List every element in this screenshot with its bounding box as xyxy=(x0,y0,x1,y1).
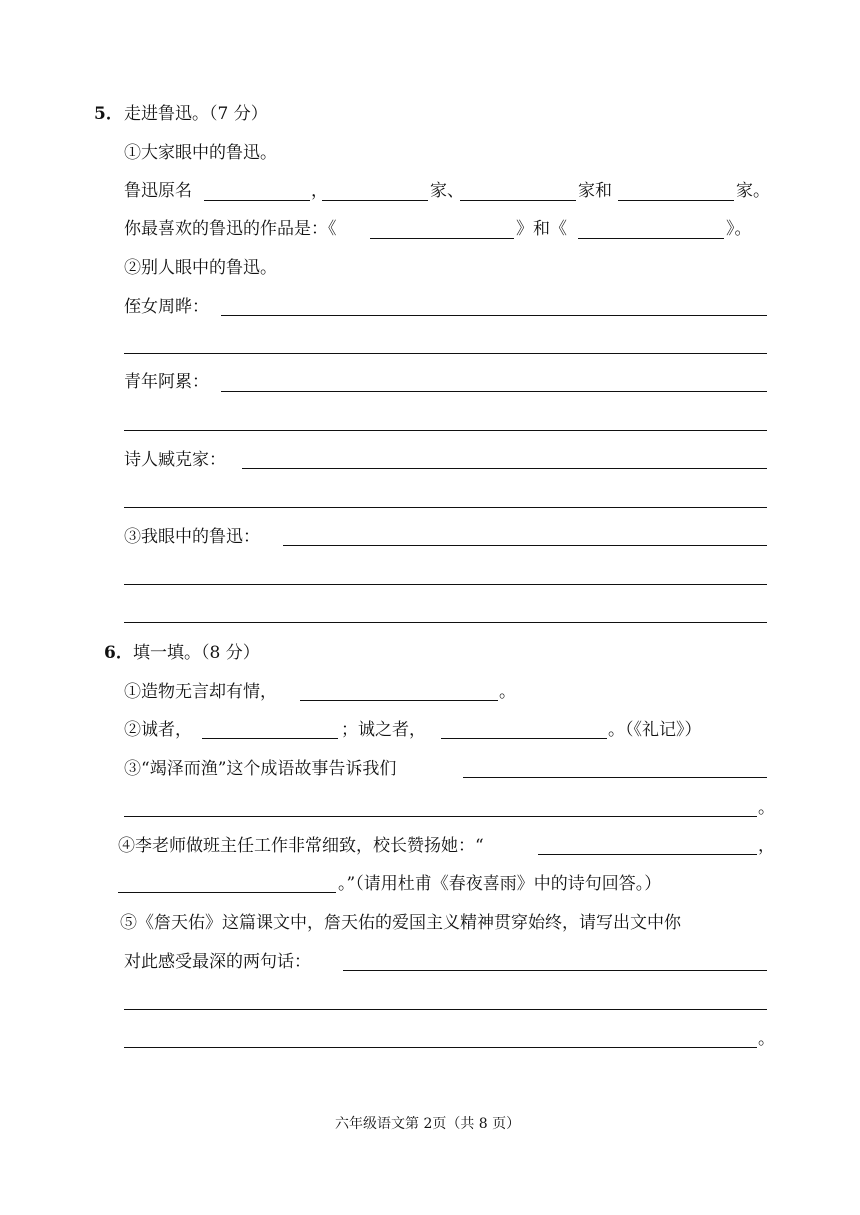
fav-works-prefix: 你最喜欢的鲁迅的作品是：《 xyxy=(124,219,337,239)
blank-item4-1[interactable] xyxy=(538,854,757,855)
item1-end: 。 xyxy=(499,682,516,702)
blank-mine-1[interactable] xyxy=(283,545,767,546)
q6-item5-line1: ⑤《詹天佑》这篇课文中，詹天佑的爱国主义精神贯穿始终，请写出文中你 xyxy=(120,913,681,933)
blank-mine-3[interactable] xyxy=(124,622,767,623)
blank-youth-1[interactable] xyxy=(221,391,767,392)
blank-niece-2[interactable] xyxy=(124,353,767,354)
item5-end: 。 xyxy=(758,1029,775,1049)
comma: ， xyxy=(311,181,328,201)
q6-number: 6． xyxy=(104,643,133,663)
blank-item5-3[interactable] xyxy=(124,1047,757,1048)
blank-item3-2[interactable] xyxy=(124,816,757,817)
q6-title: 填一填。（8 分） xyxy=(133,643,260,663)
q5-number: 5． xyxy=(94,104,123,124)
q6-item2-c: 。（《礼记》） xyxy=(608,720,702,740)
q6-item2-b: ；诚之者， xyxy=(341,720,426,740)
blank-item2-1[interactable] xyxy=(202,738,338,739)
q5-orig-name-label: 鲁迅原名 xyxy=(124,181,192,201)
page-footer: 六年级语文第 2页（共 8 页） xyxy=(335,1116,521,1132)
blank-identity-2[interactable] xyxy=(460,200,576,201)
text-jia-end: 家。 xyxy=(736,181,770,201)
blank-identity-3[interactable] xyxy=(618,200,734,201)
blank-fav-work-1[interactable] xyxy=(370,238,514,239)
blank-poet-1[interactable] xyxy=(242,468,767,469)
item3-end: 。 xyxy=(758,798,775,818)
blank-identity-1[interactable] xyxy=(322,200,428,201)
blank-niece-1[interactable] xyxy=(221,315,767,316)
mine-label: ③我眼中的鲁迅： xyxy=(124,527,260,547)
q6-item2-a: ②诚者， xyxy=(124,720,192,740)
blank-item4-2[interactable] xyxy=(118,892,336,893)
blank-item3-1[interactable] xyxy=(463,777,767,778)
q5-title: 走进鲁迅。（7 分） xyxy=(124,104,268,124)
fav-works-mid: 》和《 xyxy=(516,219,567,239)
fav-works-end: 》。 xyxy=(726,219,752,239)
q6-item4: ④李老师做班主任工作非常细致，校长赞扬她：“ xyxy=(118,836,484,856)
youth-label: 青年阿累： xyxy=(124,372,209,392)
q6-item3: ③“竭泽而渔”这个成语故事告诉我们 xyxy=(124,759,397,779)
item4-comma: ， xyxy=(758,836,775,856)
q5-sub2: ②别人眼中的鲁迅。 xyxy=(124,258,277,278)
q6-item5-line2: 对此感受最深的两句话： xyxy=(124,952,311,972)
item4-line2-end: 。”（请用杜甫《春夜喜雨》中的诗句回答。） xyxy=(338,874,662,894)
blank-youth-2[interactable] xyxy=(124,430,767,431)
q6-item1: ①造物无言却有情， xyxy=(124,682,277,702)
text-jia-dun: 家、 xyxy=(430,181,464,201)
blank-poet-2[interactable] xyxy=(124,507,767,508)
blank-mine-2[interactable] xyxy=(124,584,767,585)
blank-fav-work-2[interactable] xyxy=(578,238,724,239)
blank-original-name[interactable] xyxy=(204,200,310,201)
blank-item1[interactable] xyxy=(300,700,498,701)
text-jia-he: 家和 xyxy=(578,181,612,201)
blank-item5-1[interactable] xyxy=(343,970,767,971)
blank-item5-2[interactable] xyxy=(124,1009,767,1010)
niece-label: 侄女周晔： xyxy=(124,297,209,317)
poet-label: 诗人臧克家： xyxy=(124,450,226,470)
blank-item2-2[interactable] xyxy=(441,738,607,739)
q5-sub1: ①大家眼中的鲁迅。 xyxy=(124,143,277,163)
